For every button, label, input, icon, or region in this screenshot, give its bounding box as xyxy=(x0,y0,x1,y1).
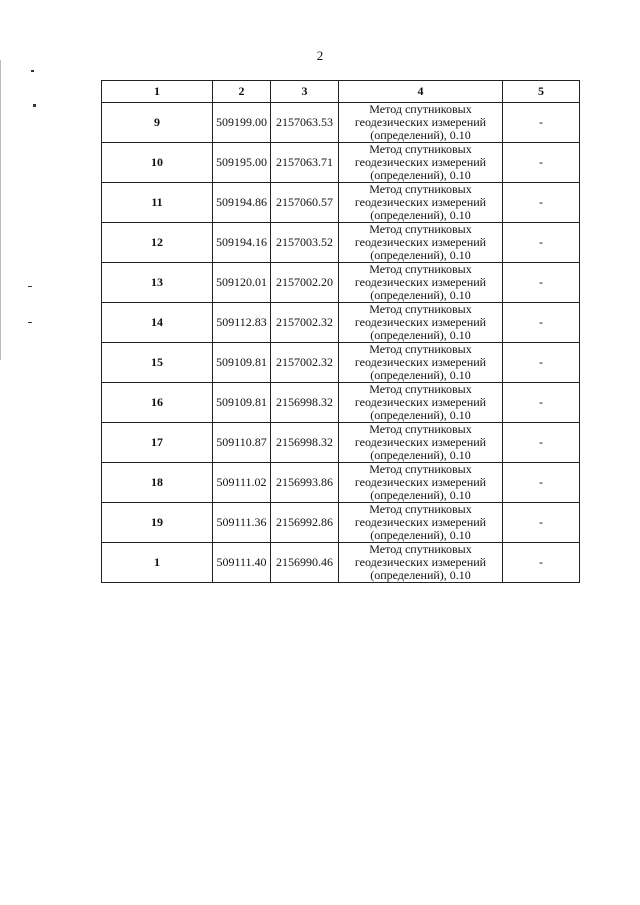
column-5-value: - xyxy=(503,183,580,223)
column-5-value: - xyxy=(503,543,580,583)
coordinate-x: 509111.36 xyxy=(213,503,271,543)
method-cell xyxy=(339,143,503,183)
method-line: Метод спутниковых xyxy=(369,302,472,316)
coordinate-y: 2156998.32 xyxy=(271,423,339,463)
table-row xyxy=(102,223,580,263)
column-5-value: - xyxy=(503,503,580,543)
method-cell xyxy=(339,183,503,223)
coordinates-table xyxy=(101,80,580,583)
method-line: (определений), 0.10 xyxy=(370,528,471,542)
coordinate-y: 2156998.32 xyxy=(271,383,339,423)
table-row xyxy=(102,183,580,223)
method-cell xyxy=(339,503,503,543)
method-line: (определений), 0.10 xyxy=(370,248,471,262)
method-line: геодезических измерений xyxy=(354,475,487,489)
coordinate-y: 2157063.53 xyxy=(271,103,339,143)
table-row xyxy=(102,423,580,463)
method-line: (определений), 0.10 xyxy=(370,408,471,422)
column-header: 4 xyxy=(339,81,503,103)
coordinate-x: 509110.87 xyxy=(213,423,271,463)
coordinate-y: 2157060.57 xyxy=(271,183,339,223)
method-line: (определений), 0.10 xyxy=(370,128,471,142)
coordinate-y: 2157003.52 xyxy=(271,223,339,263)
column-5-value: - xyxy=(503,263,580,303)
method-line: Метод спутниковых xyxy=(369,342,472,356)
coordinate-x: 509111.02 xyxy=(213,463,271,503)
method-line: (определений), 0.10 xyxy=(370,368,471,382)
point-number: 15 xyxy=(102,343,213,383)
method-line: Метод спутниковых xyxy=(369,422,472,436)
coordinate-x: 509195.00 xyxy=(213,143,271,183)
method-line: (определений), 0.10 xyxy=(370,208,471,222)
method-line: Метод спутниковых xyxy=(369,382,472,396)
point-number: 9 xyxy=(102,103,213,143)
method-line: Метод спутниковых xyxy=(369,222,472,236)
method-cell xyxy=(339,263,503,303)
scan-mark xyxy=(28,322,32,323)
method-cell xyxy=(339,463,503,503)
point-number: 10 xyxy=(102,143,213,183)
method-line: Метод спутниковых xyxy=(369,102,472,116)
method-line: Метод спутниковых xyxy=(369,262,472,276)
method-line: геодезических измерений xyxy=(354,315,487,329)
coordinate-y: 2157063.71 xyxy=(271,143,339,183)
method-cell xyxy=(339,543,503,583)
coordinate-x: 509194.16 xyxy=(213,223,271,263)
method-line: (определений), 0.10 xyxy=(370,488,471,502)
point-number: 16 xyxy=(102,383,213,423)
column-5-value: - xyxy=(503,463,580,503)
point-number: 13 xyxy=(102,263,213,303)
table-row xyxy=(102,463,580,503)
method-line: Метод спутниковых xyxy=(369,502,472,516)
method-line: геодезических измерений xyxy=(354,555,487,569)
table-row xyxy=(102,303,580,343)
method-line: геодезических измерений xyxy=(354,115,487,129)
point-number: 19 xyxy=(102,503,213,543)
point-number: 12 xyxy=(102,223,213,263)
coordinate-x: 509194.86 xyxy=(213,183,271,223)
table-row xyxy=(102,343,580,383)
column-5-value: - xyxy=(503,143,580,183)
point-number: 11 xyxy=(102,183,213,223)
scan-edge xyxy=(0,60,1,360)
method-cell xyxy=(339,423,503,463)
method-line: геодезических измерений xyxy=(354,435,487,449)
coordinate-x: 509109.81 xyxy=(213,343,271,383)
table-row xyxy=(102,103,580,143)
method-line: геодезических измерений xyxy=(354,195,487,209)
table-header-row xyxy=(102,81,580,103)
point-number: 17 xyxy=(102,423,213,463)
method-line: (определений), 0.10 xyxy=(370,288,471,302)
point-number: 18 xyxy=(102,463,213,503)
scan-mark xyxy=(33,104,36,107)
method-line: Метод спутниковых xyxy=(369,462,472,476)
method-line: Метод спутниковых xyxy=(369,182,472,196)
method-line: (определений), 0.10 xyxy=(370,448,471,462)
page-number: 2 xyxy=(316,48,324,63)
method-line: геодезических измерений xyxy=(354,155,487,169)
method-cell xyxy=(339,303,503,343)
column-5-value: - xyxy=(503,303,580,343)
point-number: 1 xyxy=(102,543,213,583)
column-5-value: - xyxy=(503,103,580,143)
method-line: (определений), 0.10 xyxy=(370,168,471,182)
method-line: (определений), 0.10 xyxy=(370,568,471,582)
coordinate-y: 2157002.32 xyxy=(271,303,339,343)
column-header: 3 xyxy=(271,81,339,103)
scan-mark xyxy=(28,286,32,287)
method-line: геодезических измерений xyxy=(354,515,487,529)
table-row xyxy=(102,143,580,183)
method-line: геодезических измерений xyxy=(354,395,487,409)
method-line: Метод спутниковых xyxy=(369,542,472,556)
column-5-value: - xyxy=(503,223,580,263)
column-5-value: - xyxy=(503,343,580,383)
scan-mark xyxy=(31,70,34,72)
method-line: геодезических измерений xyxy=(354,275,487,289)
method-cell xyxy=(339,103,503,143)
method-line: геодезических измерений xyxy=(354,235,487,249)
table-row xyxy=(102,503,580,543)
coordinate-x: 509112.83 xyxy=(213,303,271,343)
coordinate-y: 2157002.20 xyxy=(271,263,339,303)
coordinate-x: 509199.00 xyxy=(213,103,271,143)
coordinate-y: 2156992.86 xyxy=(271,503,339,543)
column-header: 2 xyxy=(213,81,271,103)
table-row xyxy=(102,383,580,423)
table-row xyxy=(102,263,580,303)
coordinate-y: 2156990.46 xyxy=(271,543,339,583)
method-line: (определений), 0.10 xyxy=(370,328,471,342)
method-cell xyxy=(339,383,503,423)
coordinate-x: 509111.40 xyxy=(213,543,271,583)
method-line: Метод спутниковых xyxy=(369,142,472,156)
coordinate-x: 509120.01 xyxy=(213,263,271,303)
column-header: 1 xyxy=(102,81,213,103)
coordinate-y: 2156993.86 xyxy=(271,463,339,503)
column-5-value: - xyxy=(503,383,580,423)
point-number: 14 xyxy=(102,303,213,343)
coordinate-y: 2157002.32 xyxy=(271,343,339,383)
method-cell xyxy=(339,343,503,383)
column-header: 5 xyxy=(503,81,580,103)
method-cell xyxy=(339,223,503,263)
table-row xyxy=(102,543,580,583)
coordinate-x: 509109.81 xyxy=(213,383,271,423)
column-5-value: - xyxy=(503,423,580,463)
method-line: геодезических измерений xyxy=(354,355,487,369)
